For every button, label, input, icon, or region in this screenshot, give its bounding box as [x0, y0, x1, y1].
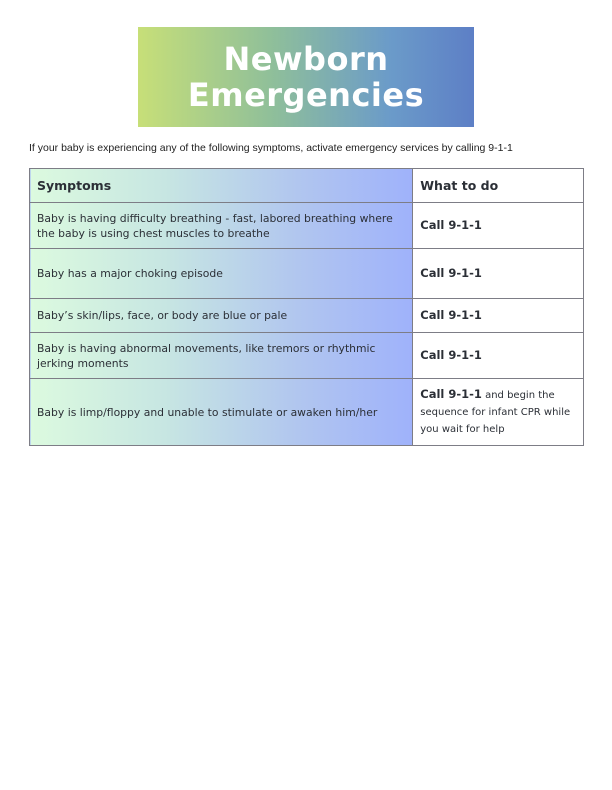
header-what-to-do: What to do — [413, 169, 584, 203]
table-row — [30, 249, 584, 299]
intro-text: If your baby is experiencing any of the following symptoms, activate emergency services by calling 9-1-1 — [29, 142, 513, 154]
action-label: Call 9-1-1 — [420, 386, 482, 401]
action-cell — [413, 203, 584, 249]
table-row — [30, 203, 584, 249]
title-line-1: Newborn — [223, 40, 389, 78]
action-cell — [413, 299, 584, 333]
title-line-2: Emergencies — [187, 76, 425, 114]
action-cell — [413, 379, 584, 446]
table-row — [30, 299, 584, 333]
symptom-cell: Baby’s skin/lips, face, or body are blue or pale — [30, 299, 413, 333]
table-row — [30, 379, 584, 446]
action-cell — [413, 249, 584, 299]
title-banner — [138, 27, 474, 127]
symptom-cell: Baby is limp/floppy and unable to stimulate or awaken him/her — [30, 379, 413, 446]
header-symptoms: Symptoms — [30, 169, 413, 203]
action-label: Call 9-1-1 — [420, 348, 482, 362]
action-label: Call 9-1-1 — [420, 308, 482, 322]
table-row — [30, 333, 584, 379]
symptom-cell: Baby is having abnormal movements, like tremors or rhythmic jerking moments — [30, 333, 413, 379]
symptom-cell: Baby is having difficulty breathing - fast, labored breathing where the baby is using chest muscles to breathe — [30, 203, 413, 249]
symptoms-table — [29, 168, 584, 446]
action-label: Call 9-1-1 — [420, 218, 482, 232]
action-cell — [413, 333, 584, 379]
action-detail: and begin the sequence for infant CPR while you wait for help — [420, 389, 571, 435]
symptom-cell: Baby has a major choking episode — [30, 249, 413, 299]
action-label: Call 9-1-1 — [420, 266, 482, 280]
table-header-row — [30, 169, 584, 203]
